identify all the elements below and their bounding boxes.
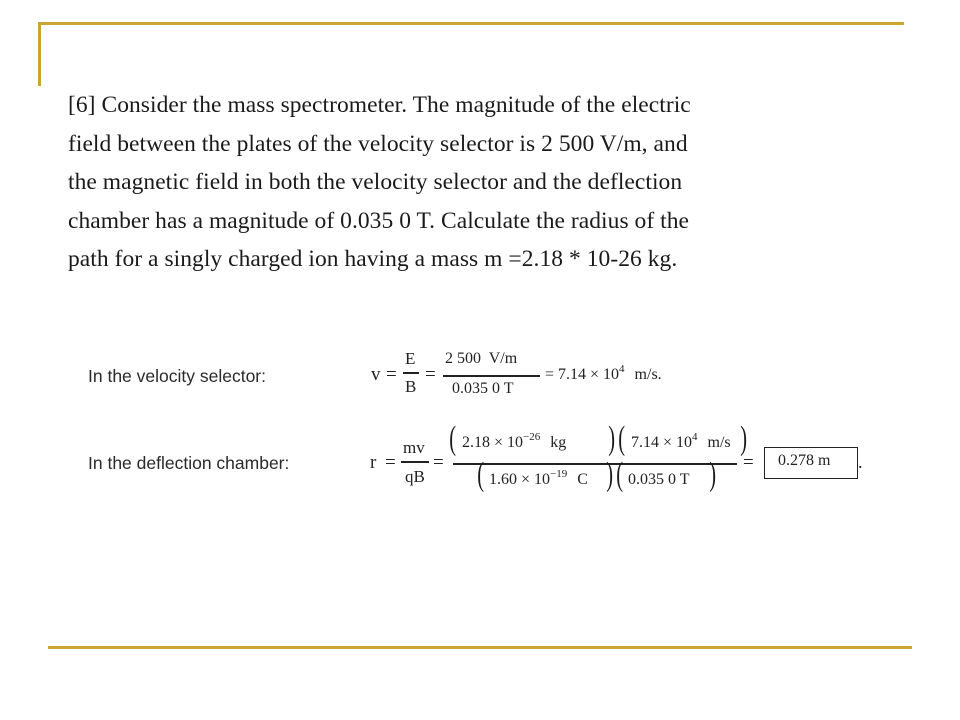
denominator-value: 0.035 0 T [452, 380, 514, 397]
radius-symbol: r [370, 452, 377, 473]
electric-field-symbol: E [405, 349, 416, 368]
left-paren: ( [477, 456, 485, 493]
left-paren: ( [618, 420, 626, 457]
problem-line: field between the plates of the velocity selector is 2 500 V/m, and [68, 130, 688, 157]
equals-sign: = [743, 452, 754, 473]
mass-value: $2.18 \times 10^{-26}$ kg [462, 431, 567, 451]
equals-sign: = [385, 452, 396, 473]
charge-field-symbol: qB [405, 467, 425, 486]
problem-line: the magnetic field in both the velocity selector and the deflection [68, 169, 683, 195]
right-paren: ) [709, 456, 717, 493]
velocity-result: = $7.14 \times 10^4$ m/s. [545, 363, 662, 383]
fraction-bar [401, 461, 429, 463]
equals-sign: = [425, 364, 436, 385]
right-paren: ) [606, 456, 614, 493]
period: . [858, 452, 863, 472]
left-paren: ( [449, 420, 457, 457]
problem-line: chamber has a magnitude of 0.035 0 T. Calculate the radius of the [68, 207, 690, 234]
bottom-rule [48, 646, 912, 649]
momentum-symbol: mv [403, 438, 425, 457]
radius-result: 0.278 m [778, 452, 831, 469]
numerator-value: 2 500 V/m [445, 350, 518, 367]
left-paren: ( [616, 456, 624, 493]
right-paren: ) [608, 420, 616, 457]
left-rule [38, 22, 41, 86]
fraction-bar [403, 372, 419, 374]
deflection-chamber-label: In the deflection chamber: [88, 453, 290, 473]
charge-value: $1.60 \times 10^{-19}$ C [489, 468, 588, 488]
equals-sign: = [433, 452, 444, 473]
equals-sign: = [386, 364, 397, 385]
velocity-selector-label: In the velocity selector: [88, 366, 266, 386]
velocity-symbol: v [371, 364, 381, 385]
magnetic-field-symbol: B [405, 377, 417, 396]
velocity-value: $7.14 \times 10^4$ m/s [631, 431, 731, 451]
problem-line: [6] Consider the mass spectrometer. The magnitude of the electric [68, 92, 691, 118]
fraction-bar [443, 375, 540, 377]
problem-line: path for a singly charged ion having a mass m =2.18 * 10-26 kg. [68, 246, 678, 272]
fraction-bar [453, 463, 737, 465]
right-paren: ) [740, 420, 748, 457]
field-value: 0.035 0 T [628, 471, 690, 488]
problem-statement [68, 86, 908, 279]
top-rule [40, 22, 904, 25]
